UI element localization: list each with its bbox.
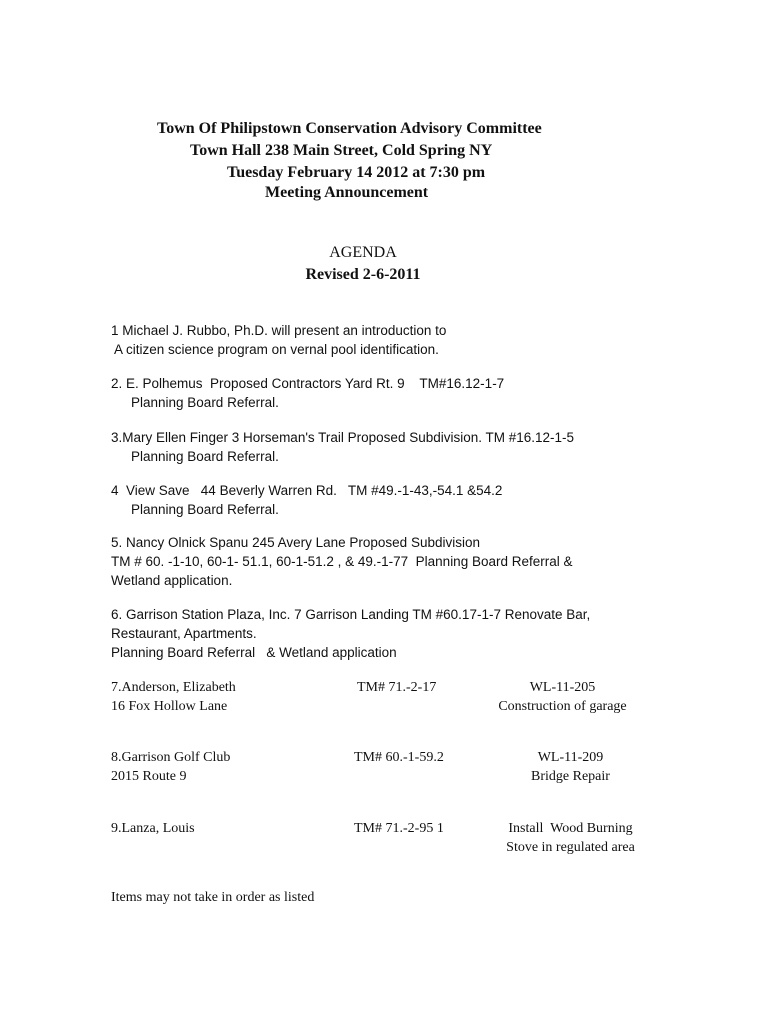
item-line: Planning Board Referral & Wetland application — [111, 645, 397, 660]
item-line: A citizen science program on vernal pool identification. — [111, 342, 439, 357]
wetland-address: 2015 Route 9 — [111, 769, 187, 784]
wetland-description: Construction of garage — [498, 699, 627, 714]
wetland-address: 16 Fox Hollow Lane — [111, 699, 228, 714]
item-line: TM # 60. -1-10, 60-1- 51.1, 60-1-51.2 , & 49.-1-77 Planning Board Referral & — [111, 554, 573, 569]
agenda-item-4 — [111, 481, 502, 519]
agenda-item-3 — [111, 428, 574, 466]
item-line: Wetland application. — [111, 573, 233, 588]
wetland-tax-map: TM# 71.-2-95 1 — [354, 821, 444, 836]
wetland-row-7-name — [111, 678, 236, 716]
item-line: 3.Mary Ellen Finger 3 Horseman's Trail Proposed Subdivision. TM #16.12-1-5 — [111, 430, 575, 445]
wetland-row-9-ref — [488, 819, 653, 857]
wetland-description: Bridge Repair — [531, 769, 610, 784]
wetland-applicant: 7.Anderson, Elizabeth — [111, 680, 236, 695]
wetland-tax-map: TM# 71.-2-17 — [357, 680, 437, 695]
wetland-description: Stove in regulated area — [506, 840, 635, 855]
item-line: 1 Michael J. Rubbo, Ph.D. will present an introduction to — [111, 323, 447, 338]
header-line-3: Tuesday February 14 2012 at 7:30 pm — [227, 164, 486, 181]
wetland-permit: WL-11-205 — [529, 680, 596, 695]
agenda-item-5 — [111, 533, 573, 590]
item-line: Planning Board Referral. — [131, 502, 279, 517]
header-line-1: Town Of Philipstown Conservation Advisory Committee — [157, 120, 542, 137]
agenda-title: AGENDA — [329, 244, 397, 261]
header-line-4: Meeting Announcement — [265, 184, 429, 201]
wetland-row-8-ref — [488, 748, 653, 786]
item-line: Planning Board Referral. — [131, 395, 279, 410]
wetland-applicant: 8.Garrison Golf Club — [111, 750, 231, 765]
wetland-row-7-ref — [480, 678, 645, 716]
footer-note: Items may not take in order as listed — [111, 890, 315, 905]
item-line: 6. Garrison Station Plaza, Inc. 7 Garrison Landing TM #60.17-1-7 Renovate Bar, — [111, 607, 591, 622]
agenda-item-1 — [111, 321, 446, 359]
agenda-item-6 — [111, 605, 590, 662]
agenda-revised: Revised 2-6-2011 — [305, 266, 421, 283]
agenda-item-2 — [111, 374, 504, 412]
wetland-row-8-name — [111, 748, 230, 786]
item-line: 4 View Save 44 Beverly Warren Rd. TM #49.-1-43,-54.1 &54.2 — [111, 483, 503, 498]
item-line: Restaurant, Apartments. — [111, 626, 257, 641]
header-line-2: Town Hall 238 Main Street, Cold Spring NY — [190, 142, 493, 159]
item-line: 5. Nancy Olnick Spanu 245 Avery Lane Proposed Subdivision — [111, 535, 480, 550]
wetland-permit: WL-11-209 — [537, 750, 604, 765]
wetland-tax-map: TM# 60.-1-59.2 — [354, 750, 444, 765]
item-line: Planning Board Referral. — [131, 449, 279, 464]
wetland-applicant: 9.Lanza, Louis — [111, 821, 195, 836]
wetland-row-9-name — [111, 819, 195, 838]
item-line: 2. E. Polhemus Proposed Contractors Yard Rt. 9 TM#16.12-1-7 — [111, 376, 505, 391]
wetland-permit: Install Wood Burning — [508, 821, 633, 836]
